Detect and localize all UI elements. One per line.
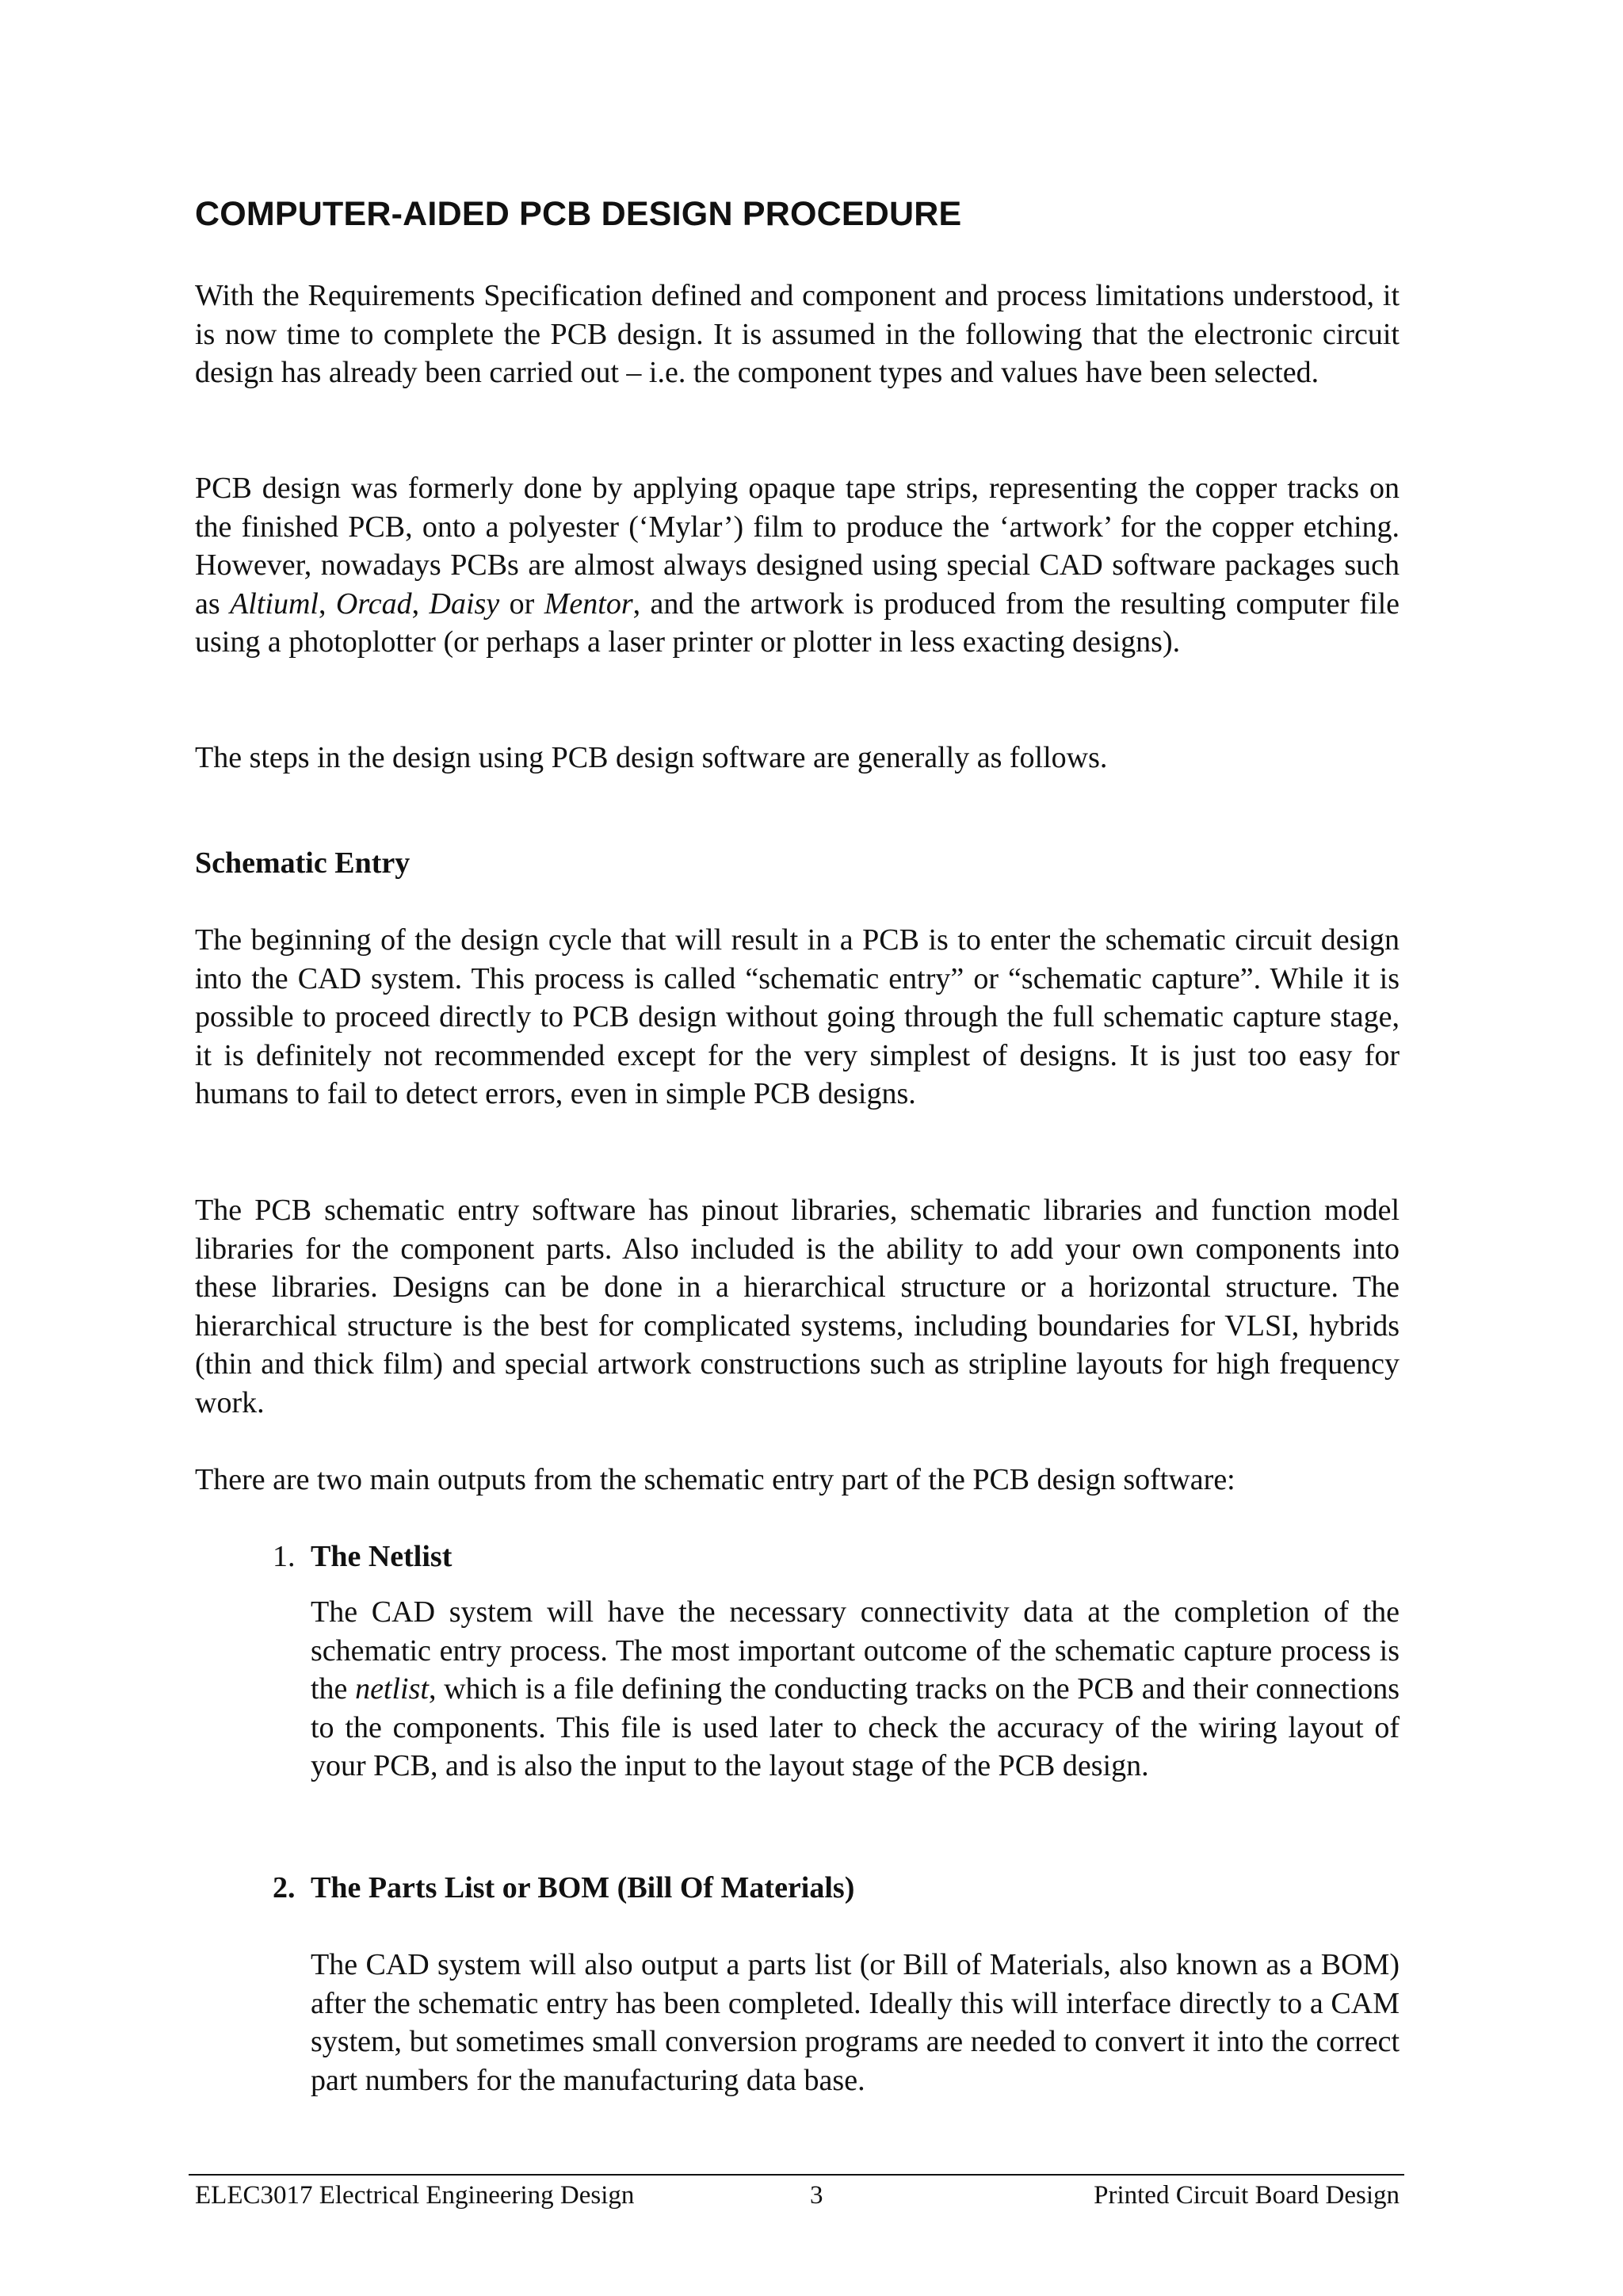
intro-p2-text-e: , [411, 586, 430, 621]
intro-p2-text-c: , [318, 586, 336, 621]
software-name-orcad: Orcad [335, 586, 412, 621]
netlist-text-a: The CAD system will have the necessary connectivity data at the completion of the schematic entry process. The most important outcome of the schematic capture process is the [311, 1595, 1400, 1706]
software-name-mentor: Mentor [544, 586, 633, 621]
list-body-netlist [311, 1593, 1400, 1786]
schematic-paragraph-2: The PCB schematic entry software has pinout libraries, schematic libraries and function model libraries for the component parts. Also included is the ability to add your own components into these libraries. Designs can be done in a hierarchical structure or a horizontal structure. The hierarchical structure is the best for complicated systems, including boundaries for VLSI, hybrids (thin and thick film) and special artwork constructions such as stripline layouts for high frequency work. [195, 1194, 1400, 1419]
schematic-paragraph-3: There are two main outputs from the schematic entry part of the PCB design software: [195, 1463, 1235, 1496]
intro-p2-text-a: PCB design was formerly done by applying opaque tape strips, representing the copper tracks on the finished PCB, onto a polyester (‘Mylar’) film to produce the ‘artwork’ for the copper etching. However, nowadays PCBs are almost always designed using special CAD software packages such as [195, 472, 1400, 621]
netlist-text-c: , which is a file defining the conducting tracks on the PCB and their connections to the components. This file is used later to check the accuracy of the wiring layout of your PCB, and is also the input to the layout stage of the PCB design. [311, 1672, 1400, 1782]
intro-paragraph-1: With the Requirements Specification defined and component and process limitations understood, it is now time to complete the PCB design. It is assumed in the following that the electronic circuit design has already been carried out – i.e. the component types and values have been selected. [195, 279, 1400, 389]
intro-p2-text-i: , and the artwork is produced from the resulting computer file using a photoplotter (or perhaps a laser printer or plotter in less exacting designs). [195, 586, 1400, 659]
list-number-1: 1. [273, 1540, 296, 1573]
section-heading-schematic-entry: Schematic Entry [195, 846, 411, 880]
list-body-parts-list: The CAD system will also output a parts list (or Bill of Materials, also known as a BOM) after the schematic entry has been completed. Ideally this will interface directly to a CAM system, but sometimes small conversion programs are needed to convert it into the correct part numbers for the manufacturing data base. [311, 1948, 1400, 2097]
list-title-netlist: The Netlist [311, 1540, 453, 1573]
footer-page-number: 3 [810, 2181, 823, 2210]
footer-course: ELEC3017 Electrical Engineering Design [195, 2181, 635, 2210]
intro-paragraph-3: The steps in the design using PCB design software are generally as follows. [195, 741, 1108, 774]
intro-paragraph-2 [195, 469, 1400, 662]
list-title-parts-list: The Parts List or BOM (Bill Of Materials) [311, 1871, 855, 1904]
netlist-term: netlist [355, 1672, 429, 1706]
list-number-2: 2. [273, 1871, 296, 1904]
footer-divider [189, 2174, 1404, 2176]
footer-document-title: Printed Circuit Board Design [1094, 2181, 1400, 2210]
software-name-daisy: Daisy [429, 586, 500, 621]
software-name-altium: Altiuml [230, 586, 319, 621]
schematic-paragraph-1: The beginning of the design cycle that will result in a PCB is to enter the schematic circuit design into the CAD system. This process is called “schematic entry” or “schematic capture”. While it is possible to proceed directly to PCB design without going through the full schematic capture stage, it is definitely not recommended except for the very simplest of designs. It is just too easy for humans to fail to detect errors, even in simple PCB designs. [195, 923, 1400, 1110]
page-title: COMPUTER-AIDED PCB DESIGN PROCEDURE [195, 195, 962, 233]
intro-p2-text-g: or [499, 586, 544, 621]
